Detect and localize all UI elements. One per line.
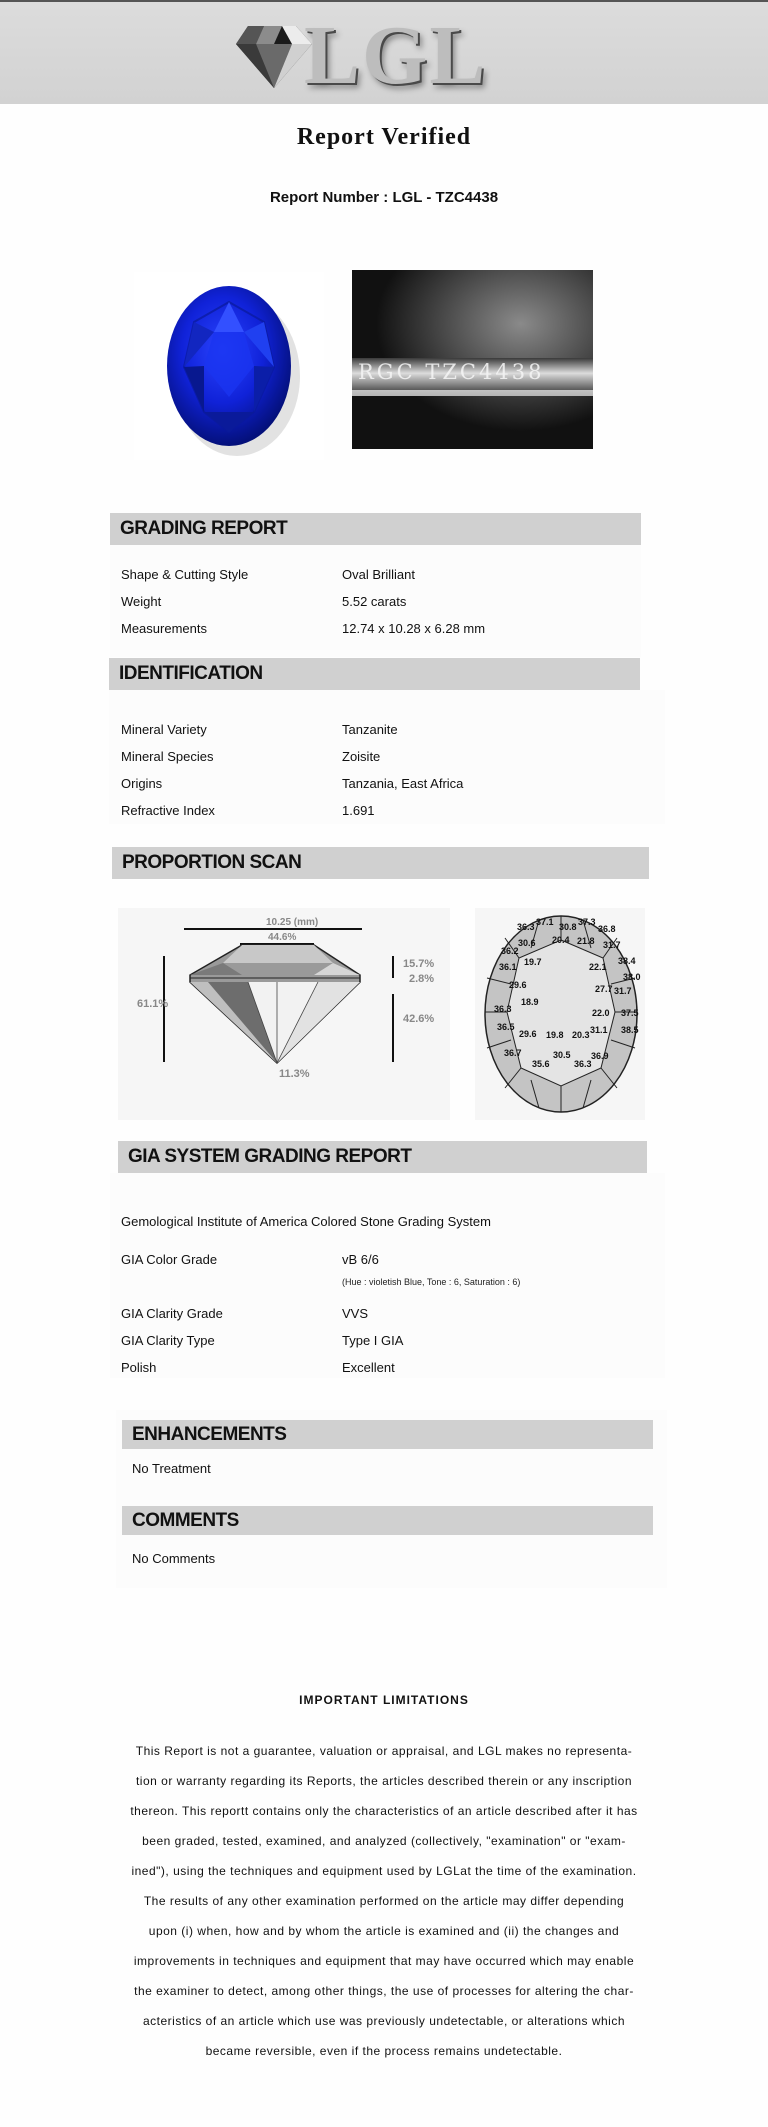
- refractive-index-value: 1.691: [342, 803, 375, 818]
- facet-angle-label: 22.0: [592, 1008, 610, 1018]
- facet-angle-label: 31.7: [603, 940, 621, 950]
- page-title: Report Verified: [296, 124, 472, 150]
- facet-angle-label: 36.5: [497, 1022, 515, 1032]
- mineral-species-value: Zoisite: [342, 749, 381, 764]
- gia-clarity-type-value: Type I GIA: [342, 1333, 404, 1348]
- diamond-logo-icon: [234, 22, 314, 92]
- facet-angle-label: 30.6: [518, 938, 536, 948]
- lgl-logo: [232, 9, 492, 102]
- mineral-species-label: Mineral Species: [121, 749, 214, 764]
- limitations-line: This Report is not a guarantee, valuation or appraisal, and LGL makes no representa-: [135, 1744, 633, 1758]
- refractive-index-label: Refractive Index: [121, 803, 215, 818]
- facet-angle-label: 36.9: [591, 1051, 609, 1061]
- shape-label: Shape & Cutting Style: [121, 567, 249, 582]
- enhancements-text: No Treatment: [132, 1461, 211, 1476]
- proportion-profile-diagram: [118, 908, 450, 1120]
- limitations-line: the examiner to detect, among other things, the use of processes for altering the char-: [134, 1984, 634, 1998]
- girdle-percent: 2.8%: [409, 973, 435, 985]
- facet-angle-label: 31.1: [590, 1025, 608, 1035]
- polish-label: Polish: [121, 1360, 157, 1375]
- facet-angle-label: 38.0: [623, 972, 641, 982]
- facet-angle-label: 27.7: [595, 984, 613, 994]
- facet-angle-label: 37.5: [621, 1008, 639, 1018]
- gia-color-grade-label: GIA Color Grade: [121, 1252, 218, 1267]
- facet-angle-label: 19.8: [546, 1030, 564, 1040]
- culet-percent: 11.3%: [279, 1068, 310, 1080]
- facet-angle-label: 30.8: [559, 922, 577, 932]
- facet-angle-label: 29.6: [519, 1029, 537, 1039]
- facet-angle-label: 20.4: [552, 935, 570, 945]
- mineral-variety-label: Mineral Variety: [121, 722, 207, 737]
- facet-angle-label: 35.6: [532, 1059, 550, 1069]
- measurements-value: 12.74 x 10.28 x 6.28 mm: [342, 621, 486, 636]
- limitations-line: thereon. This reportt contains only the characteristics of an article described after it has: [130, 1804, 638, 1818]
- inscription-text: RGC TZC4438: [358, 360, 545, 384]
- facet-angle-label: 36.1: [499, 962, 517, 972]
- measurements-label: Measurements: [121, 621, 207, 636]
- enhancements-heading: ENHANCEMENTS: [122, 1420, 653, 1449]
- facet-angle-label: 36.3: [494, 1004, 512, 1014]
- limitations-line: tion or warranty regarding its Reports, the articles described therein or any inscription: [135, 1774, 633, 1788]
- limitations-line: improvements in techniques and equipment that may have occurred which may enable: [133, 1954, 635, 1968]
- gem-photo: [134, 272, 324, 460]
- origins-label: Origins: [121, 776, 163, 791]
- limitations-line: became reversible, even if the process remains undetectable.: [205, 2044, 563, 2058]
- limitations-text: [118, 1736, 650, 2066]
- crown-percent: 15.7%: [403, 958, 435, 970]
- facet-angle-label: 38.5: [621, 1025, 639, 1035]
- facet-angle-label: 19.7: [524, 957, 542, 967]
- header-banner: [0, 2, 768, 104]
- identification-heading: IDENTIFICATION: [109, 658, 640, 690]
- facet-angle-label: 31.7: [614, 986, 632, 996]
- limitations-line: The results of any other examination performed on the article may differ depending: [143, 1894, 625, 1908]
- gia-system-text: Gemological Institute of America Colored Stone Grading System: [121, 1214, 491, 1229]
- gia-clarity-grade-label: GIA Clarity Grade: [121, 1306, 223, 1321]
- facet-angle-label: 37.3: [578, 917, 596, 927]
- gia-clarity-grade-value: VVS: [342, 1306, 369, 1321]
- shape-value: Oval Brilliant: [342, 567, 415, 582]
- gia-color-note: (Hue : violetish Blue, Tone : 6, Saturation : 6): [342, 1277, 521, 1287]
- facet-angle-label: 22.1: [589, 962, 607, 972]
- facet-angle-diagram: [475, 908, 645, 1120]
- gia-heading: GIA SYSTEM GRADING REPORT: [118, 1141, 647, 1173]
- gia-clarity-type-label: GIA Clarity Type: [121, 1333, 215, 1348]
- facet-angle-label: 30.5: [553, 1050, 571, 1060]
- comments-heading: COMMENTS: [122, 1506, 653, 1535]
- width-measure: 10.25 (mm): [266, 917, 319, 928]
- inscription-photo: [352, 270, 593, 449]
- facet-angle-label: 37.1: [536, 917, 554, 927]
- limitations-line: ined"), using the techniques and equipment used by LGLat the time of the examination.: [131, 1864, 637, 1878]
- facet-angle-label: 36.3: [574, 1059, 592, 1069]
- comments-text: No Comments: [132, 1551, 216, 1566]
- logo-text: LGL: [304, 9, 488, 102]
- polish-value: Excellent: [342, 1360, 395, 1375]
- pavilion-percent: 42.6%: [403, 1013, 435, 1025]
- weight-value: 5.52 carats: [342, 594, 407, 609]
- mineral-variety-value: Tanzanite: [342, 722, 398, 737]
- weight-label: Weight: [121, 594, 162, 609]
- limitations-line: upon (i) when, how and by whom the article is examined and (ii) the changes and: [148, 1924, 620, 1938]
- report-number: Report Number : LGL - TZC4438: [269, 189, 499, 206]
- facet-angle-label: 36.3: [517, 922, 535, 932]
- facet-angle-label: 36.2: [501, 946, 519, 956]
- facet-angle-label: 29.6: [509, 980, 527, 990]
- proportion-scan-heading: PROPORTION SCAN: [112, 847, 649, 879]
- facet-angle-label: 36.8: [598, 924, 616, 934]
- facet-angle-label: 18.9: [521, 997, 539, 1007]
- depth-percent: 61.1%: [137, 998, 169, 1010]
- table-percent: 44.6%: [268, 932, 297, 943]
- facet-angle-label: 21.8: [577, 936, 595, 946]
- limitations-heading: IMPORTANT LIMITATIONS: [299, 1693, 469, 1707]
- limitations-line: been graded, tested, examined, and analyzed (collectively, "examination" or "exam-: [142, 1834, 626, 1848]
- limitations-line: acteristics of an article which use was previously undetectable, or alterations which: [142, 2014, 626, 2028]
- origins-value: Tanzania, East Africa: [342, 776, 464, 791]
- facet-angle-label: 36.7: [504, 1048, 522, 1058]
- facet-angle-label: 38.4: [618, 956, 636, 966]
- grading-report-heading: GRADING REPORT: [110, 513, 641, 545]
- facet-angle-label: 20.3: [572, 1030, 590, 1040]
- gia-color-grade-value: vB 6/6: [342, 1252, 379, 1267]
